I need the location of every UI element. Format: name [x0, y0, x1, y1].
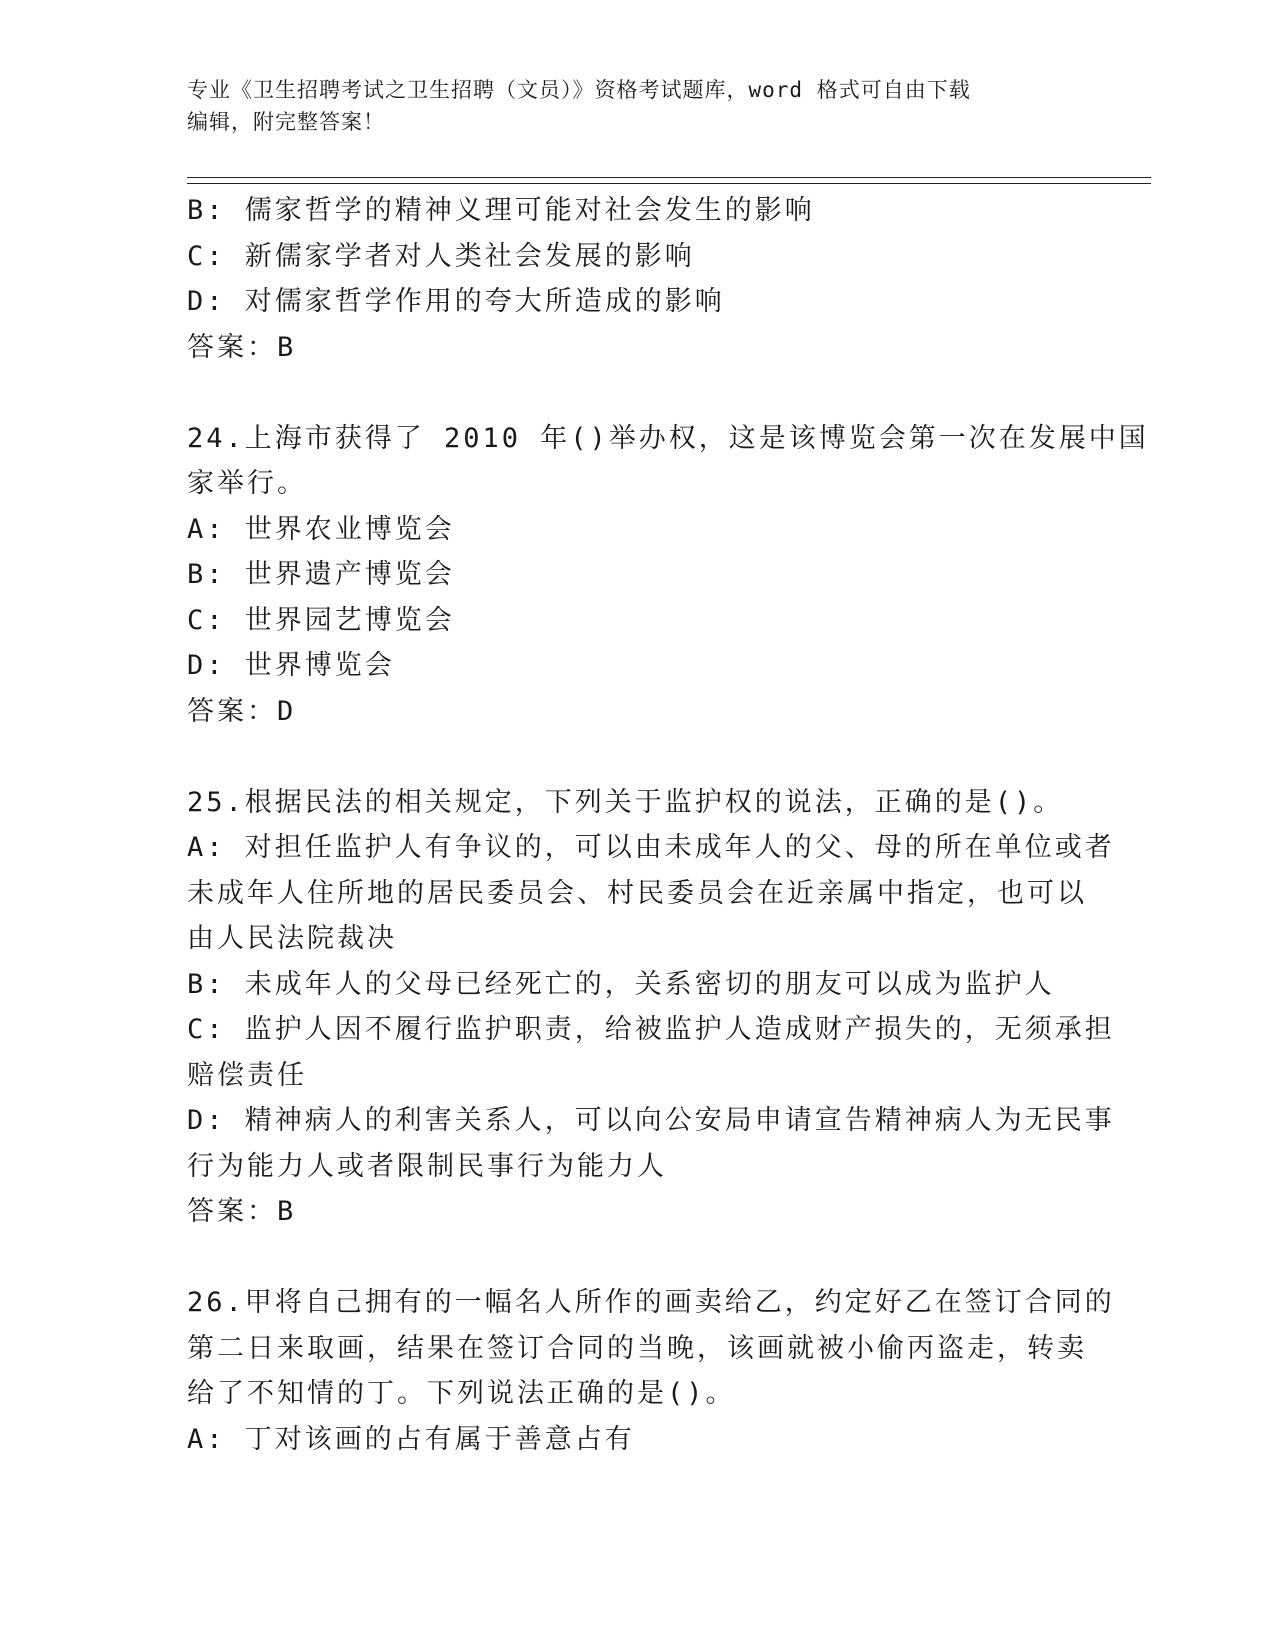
question-stem-cont: 第二日来取画，结果在签订合同的当晚，该画就被小偷丙盗走，转卖: [187, 1332, 1087, 1364]
header-line-2: 编辑，附完整答案！: [187, 110, 385, 134]
option-a: A: 对担任监护人有争议的，可以由未成年人的父、母的所在单位或者: [187, 832, 1115, 863]
answer: 答案：B: [187, 331, 297, 363]
question-stem-cont: 家举行。: [187, 468, 307, 499]
header-divider-bottom: [187, 183, 1151, 184]
question-24: [187, 416, 1149, 735]
option-d-cont: 行为能力人或者限制民事行为能力人: [187, 1150, 667, 1182]
question-stem: 24.上海市获得了 2010 年()举办权，这是该博览会第一次在发展中国: [187, 422, 1149, 454]
option-b: B: 未成年人的父母已经死亡的，关系密切的朋友可以成为监护人: [187, 968, 1055, 1000]
option-b: B: 世界遗产博览会: [187, 559, 455, 590]
question-list: [187, 188, 1149, 1462]
option-a: A: 丁对该画的占有属于善意占有: [187, 1423, 635, 1455]
option-a: A: 世界农业博览会: [187, 513, 455, 545]
question-25: [187, 780, 1115, 1235]
question-23: [187, 188, 1087, 370]
option-c-cont: 赔偿责任: [187, 1059, 307, 1091]
option-c: C: 新儒家学者对人类社会发展的影响: [187, 240, 695, 272]
answer: 答案：B: [187, 1196, 297, 1227]
header-divider-top: [187, 177, 1151, 178]
option-a-cont: 未成年人住所地的居民委员会、村民委员会在近亲属中指定，也可以: [187, 877, 1087, 909]
question-26: [187, 1280, 1115, 1462]
question-stem: 26.甲将自己拥有的一幅名人所作的画卖给乙，约定好乙在签订合同的: [187, 1287, 1115, 1318]
question-stem-cont: 给了不知情的丁。下列说法正确的是()。: [187, 1378, 736, 1409]
document-header: [187, 74, 1067, 138]
option-b: B: 儒家哲学的精神义理可能对社会发生的影响: [187, 195, 815, 226]
option-d: D: 对儒家哲学作用的夸大所造成的影响: [187, 286, 725, 317]
option-d: D: 世界博览会: [187, 650, 395, 681]
option-d: D: 精神病人的利害关系人，可以向公安局申请宣告精神病人为无民事: [187, 1105, 1115, 1136]
option-a-cont: 由人民法院裁决: [187, 923, 397, 954]
header-line-1: 专业《卫生招聘考试之卫生招聘（文员）》资格考试题库，word 格式可自由下载: [187, 78, 971, 102]
question-stem: 25.根据民法的相关规定，下列关于监护权的说法，正确的是()。: [187, 786, 1064, 818]
option-c: C: 世界园艺博览会: [187, 604, 455, 636]
answer: 答案：D: [187, 695, 297, 727]
option-c: C: 监护人因不履行监护职责，给被监护人造成财产损失的，无须承担: [187, 1014, 1115, 1045]
